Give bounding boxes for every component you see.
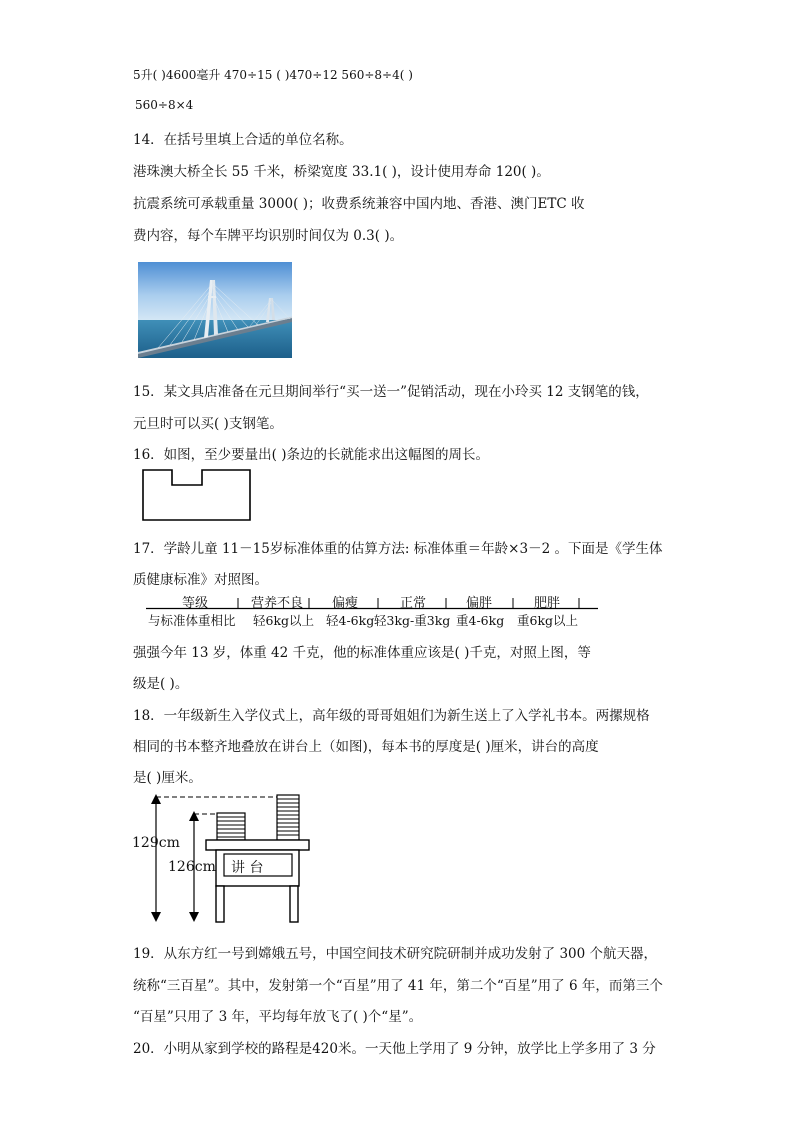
table-cell-obese: 重6kg以上 [517,613,579,628]
podium-figure [130,790,320,926]
table-header-overweight: 偏胖 [466,596,493,611]
table-cell-thin: 轻4-6kg [326,613,375,628]
q18-line-1: 18．一年级新生入学仪式上，高年级的哥哥姐姐们为新生送上了入学礼书本。两摞规格 [133,708,650,724]
table-header-obese: 肥胖 [534,596,561,611]
q13-comparison-line: 5升( )4600毫升 470÷15 ( )470÷12 560÷8÷4( ) [133,68,413,82]
q17-line-4: 级是( )。 [133,676,189,692]
table-cell-normal: 轻3kg-重3kg [374,613,451,628]
q19-line-3: “百星”只用了 3 年，平均每年放飞了( )个“星”。 [133,1009,423,1025]
table-row-label: 与标准体重相比 [148,613,236,628]
q16-notched-rectangle-figure [140,467,254,525]
q14-line-2: 抗震系统可承载重量 3000( )；收费系统兼容中国内地、香港、澳门ETC 收 [133,196,585,212]
q19-line-2: 统称“三百星”。其中，发射第一个“百星”用了 41 年，第二个“百星”用了 6 年，而第三个 [133,978,663,994]
label-126cm: 126cm [168,859,216,875]
q20-line-1: 20．小明从家到学校的路程是420米。一天他上学用了 9 分钟，放学比上学多用了 3 分 [133,1041,656,1057]
table-header-normal: 正常 [400,596,427,611]
q15-line-2: 元旦时可以买( )支钢笔。 [133,416,283,432]
q17-line-3: 强强今年 13 岁，体重 42 千克，他的标准体重应该是( )千克，对照上图，等 [133,645,591,661]
table-header-malnourished: 营养不良 [251,596,304,611]
q18-line-3: 是( )厘米。 [133,770,202,786]
q15-line-1: 15．某文具店准备在元旦期间举行“买一送一”促销活动，现在小玲买 12 支钢笔的钱， [133,384,649,400]
q18-line-2: 相同的书本整齐地叠放在讲台上（如图)，每本书的厚度是( )厘米，讲台的高度 [133,739,599,755]
table-cell-malnourished: 轻6kg以上 [253,613,315,628]
table-header-thin: 偏瘦 [332,596,359,611]
q14-title: 14．在括号里填上合适的单位名称。 [133,132,353,148]
label-129cm: 129cm [132,835,180,851]
q17-line-1: 17．学龄儿童 11－15岁标准体重的估算方法: 标准体重＝年龄×3－2 。下面是《学生体 [133,541,663,557]
q14-line-1: 港珠澳大桥全长 55 千米，桥梁宽度 33.1( )，设计使用寿命 120( )。 [133,164,550,180]
table-header-grade: 等级 [182,596,209,611]
q14-line-3: 费内容，每个车牌平均识别时间仅为 0.3( )。 [133,228,404,244]
q13-comparison-line-2: 560÷8×4 [135,98,194,112]
weight-standard-table [146,590,598,630]
q19-line-1: 19．从东方红一号到嫦娥五号，中国空间技术研究院研制并成功发射了 300 个航天器， [133,946,658,962]
q16-line-1: 16．如图，至少要量出( )条边的长就能求出这幅图的周长。 [133,447,490,463]
bridge-photo [138,262,292,358]
table-cell-overweight: 重4-6kg [456,613,505,628]
podium-text: 讲 台 [231,860,264,876]
q17-line-2: 质健康标准》对照图。 [133,572,268,588]
